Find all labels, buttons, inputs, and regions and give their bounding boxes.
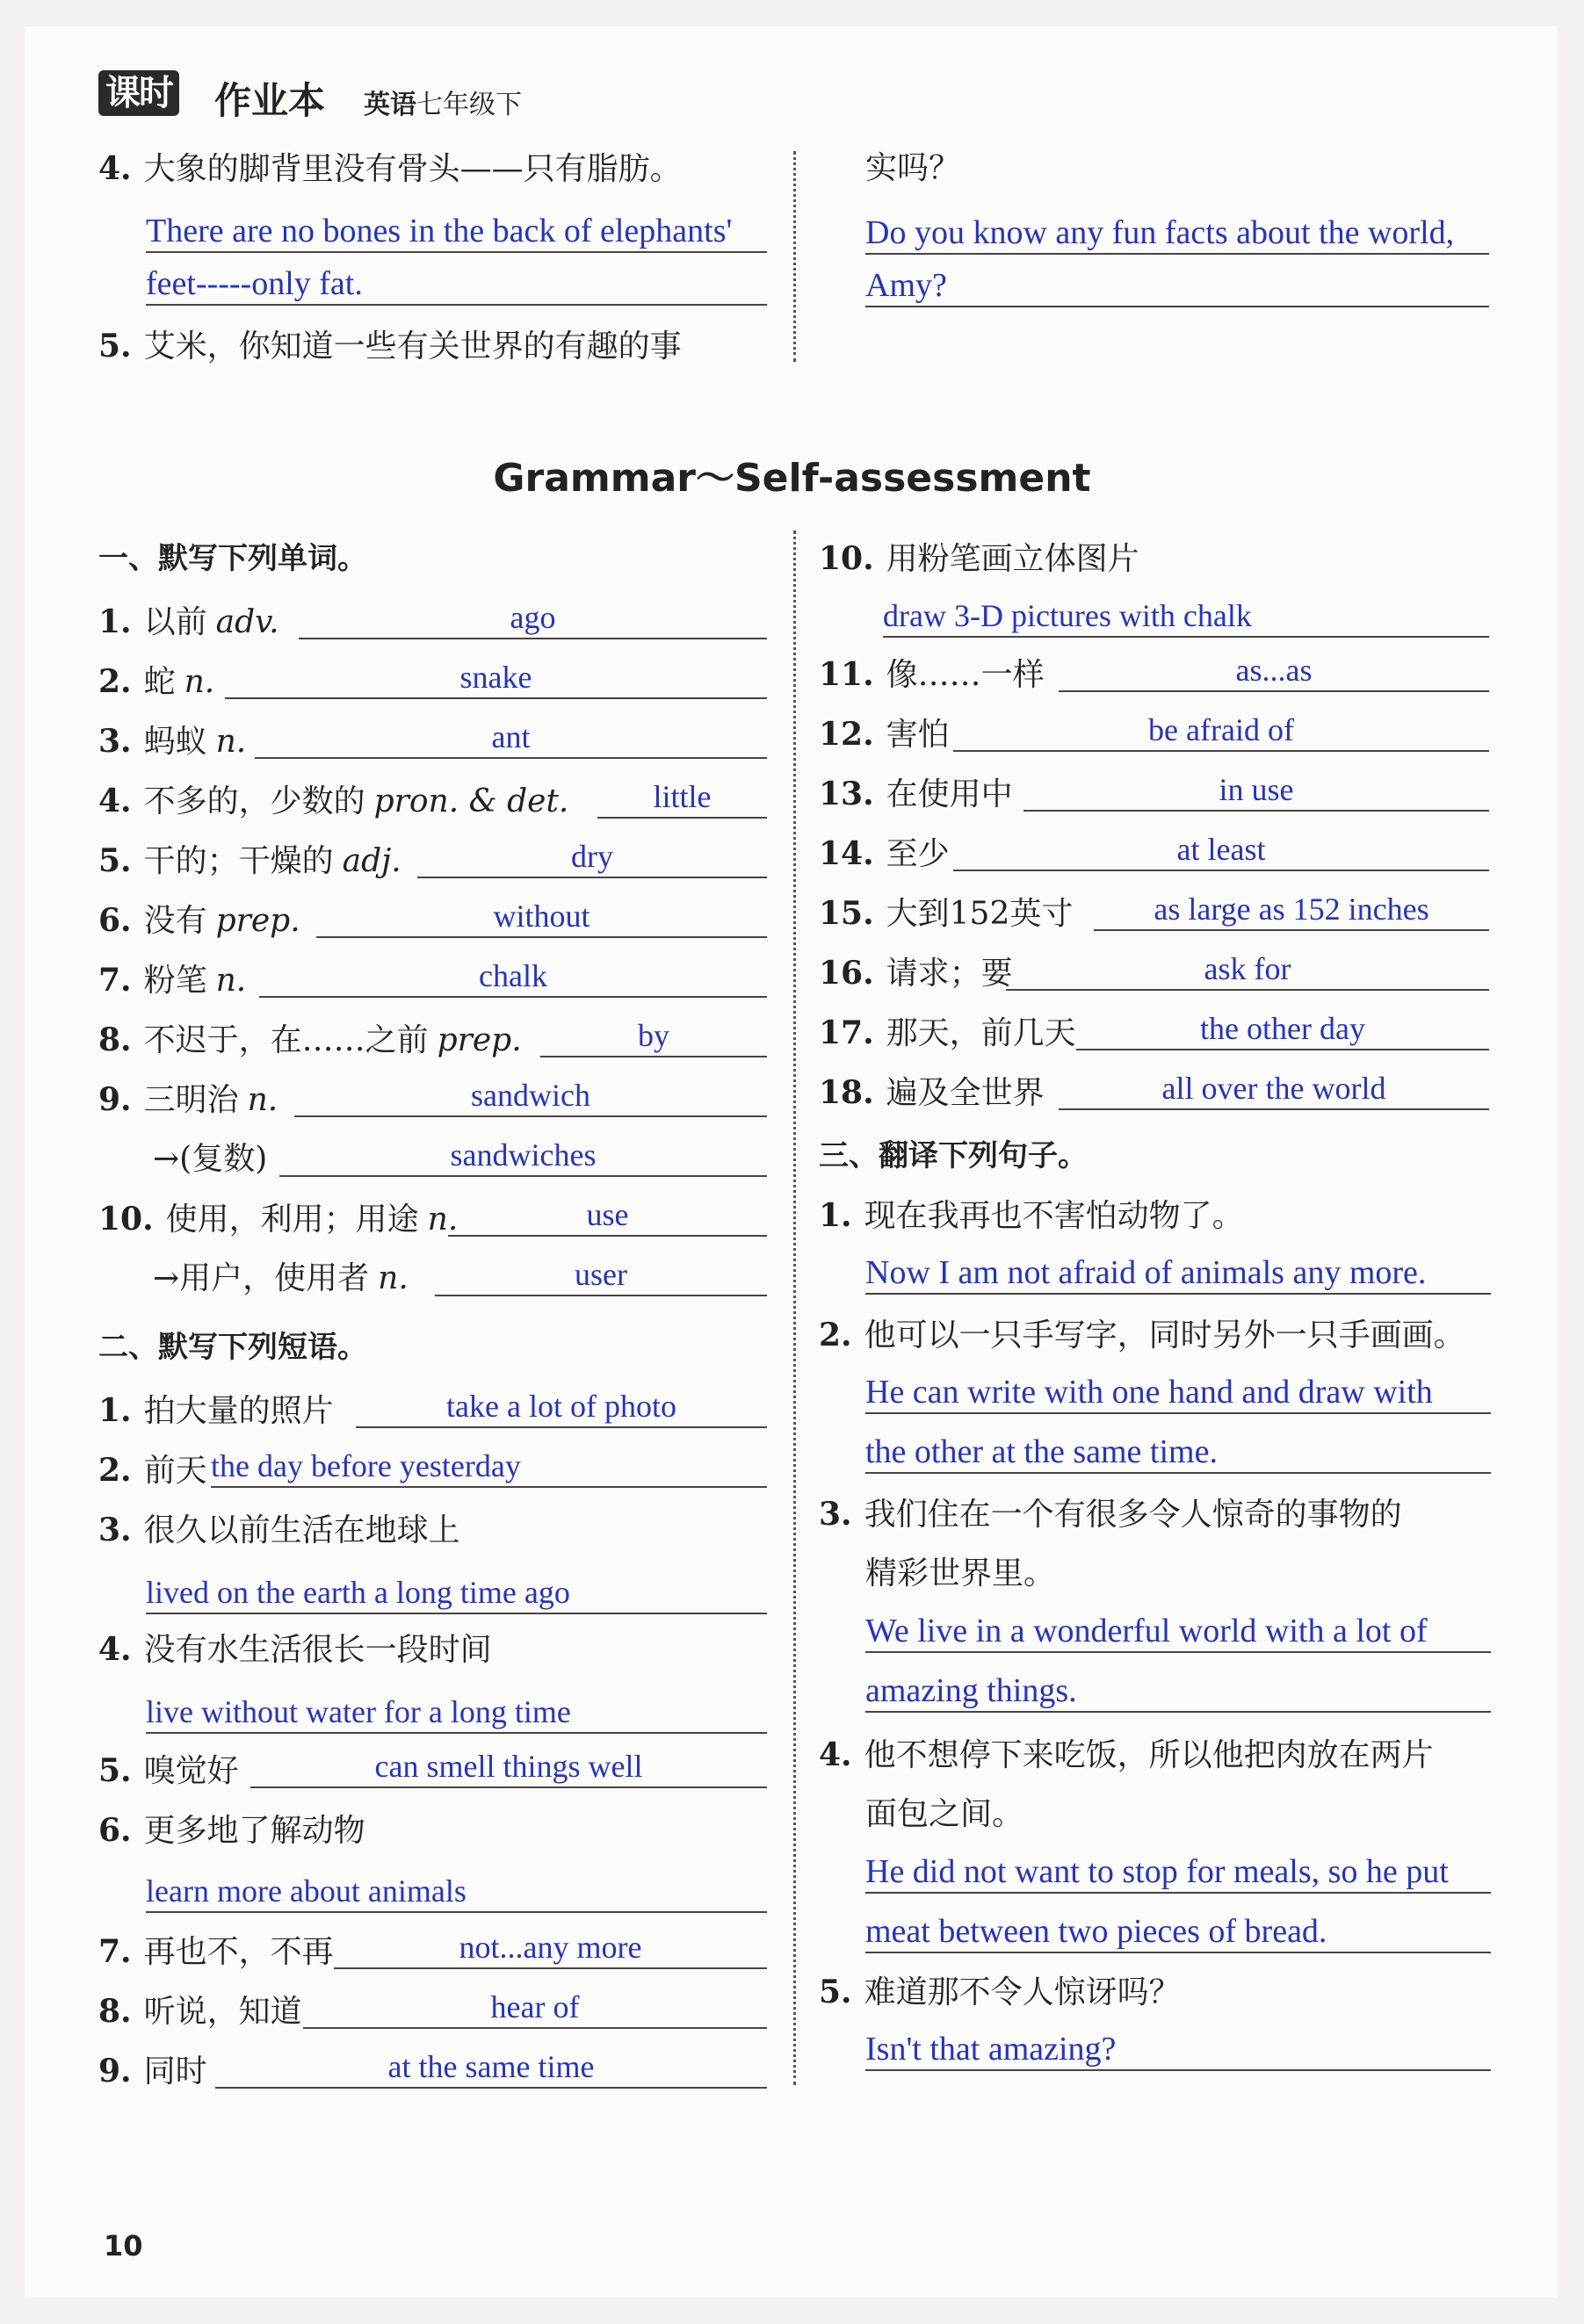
phrase-item-3-number: 3.	[98, 1512, 132, 1548]
phrase-answer-2: the day before yesterday	[211, 1446, 767, 1488]
sentence-answer-3-line1: We live in a wonderful world with a lot of	[865, 1611, 1491, 1653]
phrase-answer-9: at the same time	[215, 2046, 767, 2089]
word-item-10	[141, 1140, 267, 1179]
word-item-6	[98, 901, 300, 941]
phrase-answer-11: as...as	[1059, 650, 1489, 692]
subject-label	[364, 83, 522, 121]
word-item-9	[98, 1080, 278, 1120]
sentence-item-2-text: 他可以一只手写字，同时另外一只手画画。	[864, 1317, 1465, 1353]
word-item-5-pos: adj.	[342, 843, 401, 879]
sentence-answer-5-line1: Isn't that amazing?	[865, 2029, 1491, 2071]
prev-q4-prompt	[98, 149, 682, 189]
sentence-answer-2-line1: He can write with one hand and draw with	[865, 1372, 1491, 1414]
phrase-item-3-text: 很久以前生活在地球上	[143, 1512, 460, 1548]
phrase-item-16	[819, 954, 1013, 993]
section2-heading: 二、默写下列短语。	[98, 1330, 367, 1365]
sentence-item-1-number: 1.	[819, 1197, 852, 1234]
phrase-item-17-text: 那天，前几天	[886, 1015, 1076, 1051]
word-answer-9: sandwich	[294, 1075, 767, 1117]
prev-q4-answer-line1: There are no bones in the back of elephants'	[146, 211, 767, 253]
word-item-7-pos: n.	[215, 963, 247, 999]
phrase-item-1-text: 拍大量的照片	[143, 1393, 334, 1429]
phrase-item-1	[98, 1391, 334, 1431]
word-item-7-number: 7.	[98, 962, 132, 999]
word-item-6-number: 6.	[98, 902, 132, 939]
word-answer-8: by	[540, 1015, 767, 1057]
word-item-5-text: 干的；干燥的	[143, 843, 334, 879]
sentence-item-2	[819, 1316, 1465, 1355]
phrase-item-8-text: 听说，知道	[143, 1994, 302, 2030]
sentence-item-5-number: 5.	[819, 1974, 852, 2010]
phrase-item-14-number: 14.	[819, 835, 874, 872]
phrase-answer-16: ask for	[1006, 949, 1489, 991]
word-item-10-text: →(复数)	[153, 1141, 268, 1177]
sentence-item-5	[819, 1973, 1181, 2012]
prev-q5-prompt-cont: 实吗？	[865, 150, 961, 186]
prev-q4-text: 大象的脚背里没有骨头——只有脂肪。	[143, 151, 682, 187]
prev-q5-number: 5.	[98, 328, 132, 364]
word-item-8	[98, 1021, 522, 1060]
prev-q5-answer-line2: Amy?	[865, 265, 1489, 307]
phrase-answer-13: in use	[1023, 769, 1489, 812]
section-title: Grammar～Self-assessment	[493, 456, 1091, 501]
word-item-3	[98, 722, 246, 761]
sentence-item-3-number: 3.	[819, 1496, 852, 1533]
phrase-item-3	[98, 1511, 460, 1550]
phrase-item-15-text: 大到152英寸	[886, 896, 1074, 932]
phrase-answer-18: all over the world	[1059, 1068, 1489, 1110]
sentence-item-3-text: 我们住在一个有很多令人惊奇的事物的	[864, 1497, 1402, 1533]
phrase-item-17-number: 17.	[819, 1014, 874, 1051]
phrase-item-10-number: 10.	[819, 540, 874, 577]
phrase-item-15-number: 15.	[819, 895, 874, 932]
phrase-item-5-number: 5.	[98, 1752, 132, 1789]
phrase-answer-1: take a lot of photo	[356, 1386, 767, 1428]
phrase-answer-15: as large as 152 inches	[1094, 889, 1489, 931]
word-answer-7: chalk	[259, 956, 767, 998]
section3-heading: 三、翻译下列句子。	[819, 1138, 1088, 1173]
phrase-answer-6: learn more about animals	[146, 1871, 767, 1913]
phrase-item-4-number: 4.	[98, 1631, 132, 1668]
phrase-item-2-text: 前天	[143, 1453, 207, 1489]
phrase-item-5-text: 嗅觉好	[143, 1753, 239, 1789]
phrase-item-7-number: 7.	[98, 1933, 132, 1970]
word-item-1-number: 1.	[98, 603, 132, 640]
word-item-6-text: 没有	[143, 903, 207, 939]
section1-heading: 一、默写下列单词。	[98, 541, 367, 576]
subject-name: 英语	[364, 90, 416, 120]
word-item-6-pos: prep.	[215, 903, 300, 939]
word-item-2-pos: n.	[184, 664, 215, 700]
word-item-3-number: 3.	[98, 723, 132, 760]
word-item-7-text: 粉笔	[143, 963, 207, 999]
word-item-3-pos: n.	[215, 724, 247, 760]
page-number: 10	[104, 2229, 143, 2263]
word-item-11	[98, 1200, 458, 1239]
word-item-8-text: 不迟于，在……之前	[143, 1022, 429, 1058]
phrase-item-17	[819, 1014, 1076, 1053]
prev-q4-answer-line2: feet-----only fat.	[146, 263, 767, 306]
word-item-7	[98, 961, 246, 1000]
phrase-item-1-number: 1.	[98, 1392, 132, 1429]
main-column-divider	[793, 530, 796, 2085]
word-item-4-text: 不多的，少数的	[143, 783, 365, 819]
sentence-item-5-text: 难道那不令人惊讶吗？	[864, 1974, 1181, 2010]
word-item-11-pos: n.	[427, 1202, 459, 1238]
phrase-item-6	[98, 1811, 365, 1851]
phrase-item-4-text: 没有水生活很长一段时间	[143, 1632, 492, 1668]
sentence-item-4-cont: 面包之间。	[865, 1796, 1024, 1832]
phrase-item-7-text: 再也不，不再	[143, 1934, 334, 1970]
prev-q5-text: 艾米，你知道一些有关世界的有趣的事	[143, 328, 682, 364]
sentence-item-1-text: 现在我再也不害怕动物了。	[864, 1198, 1244, 1234]
phrase-item-18	[819, 1073, 1045, 1113]
phrase-item-9-text: 同时	[143, 2053, 207, 2089]
sentence-answer-1-line1: Now I am not afraid of animals any more.	[865, 1252, 1491, 1295]
word-item-8-pos: prep.	[437, 1022, 522, 1058]
prev-q4-number: 4.	[98, 150, 132, 187]
phrase-answer-14: at least	[953, 829, 1489, 871]
phrase-item-18-text: 遍及全世界	[886, 1075, 1045, 1111]
phrase-item-4	[98, 1630, 492, 1670]
word-item-5-number: 5.	[98, 842, 132, 879]
word-item-2-number: 2.	[98, 663, 132, 700]
phrase-item-6-number: 6.	[98, 1812, 132, 1849]
sentence-item-4-number: 4.	[819, 1736, 852, 1773]
word-item-5	[98, 841, 401, 881]
phrase-answer-8: hear of	[303, 1987, 767, 2029]
phrase-answer-5: can smell things well	[250, 1746, 767, 1788]
sentence-item-3	[819, 1495, 1402, 1534]
phrase-answer-3: lived on the earth a long time ago	[146, 1572, 767, 1614]
word-answer-2: snake	[225, 657, 767, 699]
phrase-item-12-number: 12.	[819, 716, 874, 753]
word-item-12	[141, 1259, 409, 1298]
word-item-11-number: 10.	[98, 1201, 154, 1238]
phrase-answer-7: not...any more	[334, 1927, 767, 1969]
phrase-item-16-text: 请求；要	[886, 956, 1013, 992]
word-item-9-pos: n.	[247, 1082, 278, 1118]
phrase-item-13-text: 在使用中	[886, 776, 1013, 812]
word-answer-10: sandwiches	[279, 1135, 767, 1177]
word-item-11-text: 使用，利用；用途	[165, 1202, 419, 1238]
grade-label: 七年级下	[416, 90, 522, 120]
word-item-9-text: 三明治	[143, 1082, 239, 1118]
word-item-4-pos: pron. & det.	[373, 783, 569, 819]
phrase-item-12	[819, 715, 950, 754]
phrase-item-18-number: 18.	[819, 1074, 874, 1111]
phrase-item-11	[819, 655, 1045, 695]
word-item-2-text: 蛇	[143, 664, 176, 700]
phrase-answer-4: live without water for a long time	[146, 1692, 767, 1734]
phrase-item-10-text: 用粉笔画立体图片	[886, 541, 1139, 577]
word-answer-12: user	[435, 1254, 767, 1296]
phrase-answer-10: draw 3-D pictures with chalk	[883, 595, 1489, 638]
word-item-1	[98, 603, 279, 642]
phrase-item-14-text: 至少	[886, 836, 950, 872]
phrase-item-15	[819, 894, 1073, 934]
prev-q5-answer-line1: Do you know any fun facts about the world,	[865, 213, 1489, 255]
phrase-item-13	[819, 775, 1013, 814]
sentence-answer-4-line2: meat between two pieces of bread.	[865, 1911, 1491, 1953]
word-item-8-number: 8.	[98, 1021, 132, 1058]
brand-logo: 课时	[98, 70, 179, 116]
sentence-item-4	[819, 1736, 1434, 1775]
phrase-item-8	[98, 1992, 302, 2032]
word-answer-6: without	[316, 896, 767, 938]
phrase-answer-17: the other day	[1076, 1008, 1489, 1050]
word-item-4	[98, 782, 568, 821]
phrase-item-16-number: 16.	[819, 955, 874, 992]
word-answer-5: dry	[417, 836, 767, 878]
phrase-item-2-number: 2.	[98, 1452, 132, 1489]
sentence-answer-2-line2: the other at the same time.	[865, 1432, 1491, 1474]
sentence-item-3-cont: 精彩世界里。	[865, 1555, 1056, 1591]
word-answer-1: ago	[299, 597, 767, 639]
phrase-answer-12: be afraid of	[953, 710, 1489, 752]
word-answer-4: little	[597, 776, 767, 819]
phrase-item-9-number: 9.	[98, 2053, 132, 2089]
top-column-divider	[793, 151, 796, 362]
sentence-answer-4-line1: He did not want to stop for meals, so he put	[865, 1851, 1491, 1894]
word-answer-11: use	[448, 1194, 767, 1237]
phrase-item-8-number: 8.	[98, 1993, 132, 2030]
phrase-item-12-text: 害怕	[886, 717, 950, 753]
word-answer-3: ant	[255, 717, 767, 759]
phrase-item-6-text: 更多地了解动物	[143, 1813, 365, 1849]
phrase-item-11-text: 像……一样	[886, 657, 1045, 693]
phrase-item-11-number: 11.	[819, 656, 874, 693]
word-item-12-text: →用户，使用者	[153, 1260, 370, 1296]
word-item-9-number: 9.	[98, 1081, 132, 1118]
word-item-1-text: 以前	[143, 604, 207, 640]
sentence-item-1	[819, 1196, 1244, 1236]
word-item-1-pos: adv.	[215, 604, 279, 640]
phrase-item-9	[98, 2052, 207, 2091]
word-item-12-pos: n.	[378, 1260, 409, 1296]
sentence-answer-3-line2: amazing things.	[865, 1671, 1491, 1713]
sentence-item-2-number: 2.	[819, 1317, 852, 1353]
word-item-2	[98, 662, 214, 702]
word-item-3-text: 蚂蚁	[143, 724, 207, 760]
phrase-item-14	[819, 834, 950, 874]
phrase-item-10	[819, 539, 1139, 579]
word-item-4-number: 4.	[98, 783, 132, 819]
phrase-item-7	[98, 1932, 334, 1972]
book-title: 作业本	[214, 79, 326, 122]
phrase-item-2	[98, 1451, 207, 1490]
sentence-item-4-text: 他不想停下来吃饭，所以他把肉放在两片	[864, 1737, 1434, 1773]
phrase-item-5	[98, 1751, 239, 1791]
phrase-item-13-number: 13.	[819, 776, 874, 812]
prev-q5-prompt	[98, 327, 682, 366]
